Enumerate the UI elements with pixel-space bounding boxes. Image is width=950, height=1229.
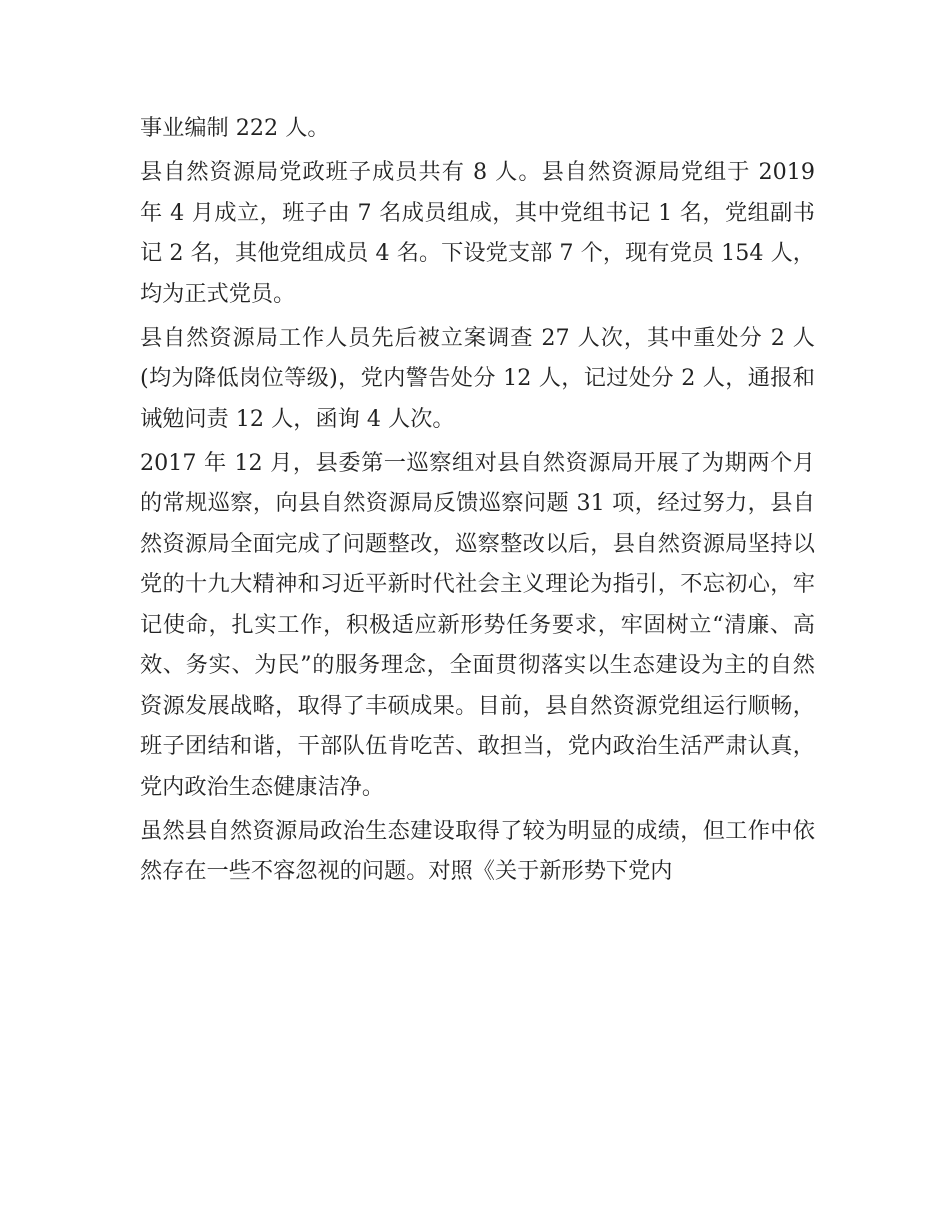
- paragraph-staffing: 事业编制 222 人。: [140, 115, 330, 141]
- paragraph-discipline-cases: 县自然资源局工作人员先后被立案调查 27 人次，其中重处分 2 人(均为降低岗位等级)，党内警告处分 12 人，记过处分 2 人，通报和诫勉问责 12 人，函询 4 人次。: [140, 324, 815, 432]
- document-body: [140, 108, 815, 892]
- paragraph-problems: 虽然县自然资源局政治生态建设取得了较为明显的成绩，但工作中依然存在一些不容忽视的问题。对照《关于新形势下党内: [140, 817, 815, 884]
- paragraph-inspection: 2017 年 12 月，县委第一巡察组对县自然资源局开展了为期两个月的常规巡察，向县自然资源局反馈巡察问题 31 项，经过努力，县自然资源局全面完成了问题整改，巡察整改以后，县自然资源局坚持以党的十九大精神和习近平新时代社会主义理论为指引，不忘初心，牢记使命，扎实工作，积极适应新形势任务要求，牢固树立“清廉、高效、务实、为民”的服务理念，全面贯彻落实以生态建设为主的自然资源发展战略，取得了丰硕成果。目前，县自然资源党组运行顺畅，班子团结和谐，干部队伍肯吃苦、敢担当，党内政治生活严肃认真，党内政治生态健康洁净。: [140, 449, 815, 800]
- paragraph-party-group: 县自然资源局党政班子成员共有 8 人。县自然资源局党组于 2019 年 4 月成立，班子由 7 名成员组成，其中党组书记 1 名，党组副书记 2 名，其他党组成员 4 名。下设党支部 7 个，现有党员 154 人，均为正式党员。: [140, 159, 815, 307]
